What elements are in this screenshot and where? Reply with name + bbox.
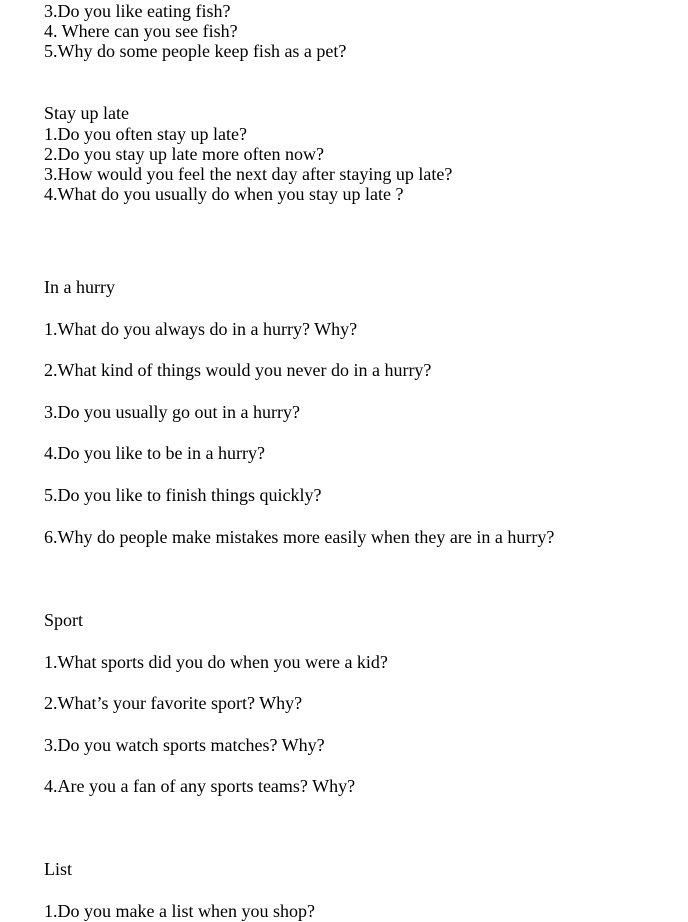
stay-up-late-question-1: 1.Do you often stay up late?	[44, 124, 247, 144]
stay-up-late-question-3: 3.How would you feel the next day after staying up late?	[44, 164, 453, 184]
in-a-hurry-question-2: 2.What kind of things would you never do in a hurry?	[44, 360, 432, 380]
in-a-hurry-question-5: 5.Do you like to finish things quickly?	[44, 485, 322, 505]
sport-question-1: 1.What sports did you do when you were a kid?	[44, 652, 388, 672]
fish-question-3: 3.Do you like eating fish?	[44, 1, 231, 21]
sport-question-4: 4.Are you a fan of any sports teams? Why?	[44, 776, 356, 796]
section-title-sport: Sport	[44, 610, 84, 630]
section-title-stay-up-late: Stay up late	[44, 103, 129, 123]
stay-up-late-question-4: 4.What do you usually do when you stay up late ?	[44, 184, 404, 204]
stay-up-late-question-2: 2.Do you stay up late more often now?	[44, 144, 324, 164]
in-a-hurry-question-6: 6.Why do people make mistakes more easily when they are in a hurry?	[44, 527, 555, 547]
list-question-1: 1.Do you make a list when you shop?	[44, 901, 315, 921]
sport-question-3: 3.Do you watch sports matches? Why?	[44, 735, 325, 755]
in-a-hurry-question-1: 1.What do you always do in a hurry? Why?	[44, 319, 358, 339]
in-a-hurry-question-3: 3.Do you usually go out in a hurry?	[44, 402, 300, 422]
in-a-hurry-question-4: 4.Do you like to be in a hurry?	[44, 443, 265, 463]
section-title-in-a-hurry: In a hurry	[44, 277, 115, 297]
fish-question-5: 5.Why do some people keep fish as a pet?	[44, 41, 347, 61]
sport-question-2: 2.What’s your favorite sport? Why?	[44, 693, 303, 713]
section-title-list: List	[44, 859, 73, 879]
fish-question-4: 4. Where can you see fish?	[44, 21, 238, 41]
